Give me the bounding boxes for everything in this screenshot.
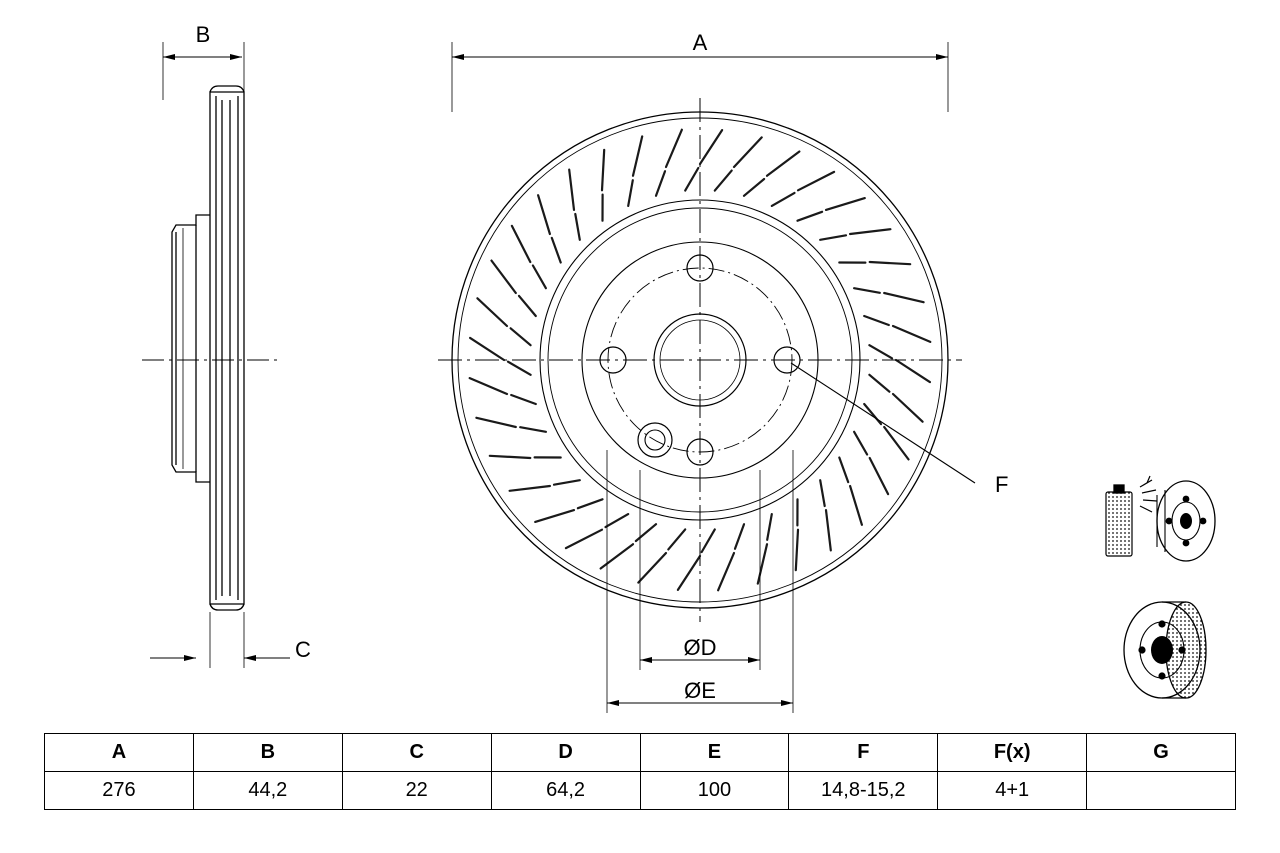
disc-icon-top bbox=[1157, 481, 1215, 561]
dimension-b bbox=[163, 42, 244, 100]
label-f: F bbox=[995, 472, 1009, 497]
centerlines-front-view bbox=[438, 98, 962, 622]
table-value-g bbox=[1087, 772, 1236, 810]
label-b: B bbox=[195, 22, 211, 47]
label-c: C bbox=[295, 637, 311, 662]
table-value-a: 276 bbox=[45, 772, 194, 810]
label-a: A bbox=[692, 30, 708, 55]
table-header-f: F bbox=[789, 734, 938, 772]
table-row bbox=[45, 772, 1236, 810]
disc-icon-bottom bbox=[1124, 602, 1206, 698]
table-value-d: 64,2 bbox=[491, 772, 640, 810]
table-header-fx: F(x) bbox=[938, 734, 1087, 772]
side-section-view bbox=[172, 86, 244, 610]
table-header-row bbox=[45, 734, 1236, 772]
label-e-diameter: ØE bbox=[684, 678, 716, 703]
table-header-d: D bbox=[491, 734, 640, 772]
table-value-f: 14,8-15,2 bbox=[789, 772, 938, 810]
coating-illustration bbox=[1106, 476, 1215, 698]
table-header-b: B bbox=[193, 734, 342, 772]
table-value-b: 44,2 bbox=[193, 772, 342, 810]
dimension-c bbox=[150, 612, 290, 668]
table-header-c: C bbox=[342, 734, 491, 772]
table-value-c: 22 bbox=[342, 772, 491, 810]
table-value-e: 100 bbox=[640, 772, 789, 810]
label-d-diameter: ØD bbox=[683, 635, 717, 660]
table-header-g: G bbox=[1087, 734, 1236, 772]
table-header-e: E bbox=[640, 734, 789, 772]
table-header-a: A bbox=[45, 734, 194, 772]
table-value-fx: 4+1 bbox=[938, 772, 1087, 810]
dimension-table bbox=[44, 733, 1236, 810]
